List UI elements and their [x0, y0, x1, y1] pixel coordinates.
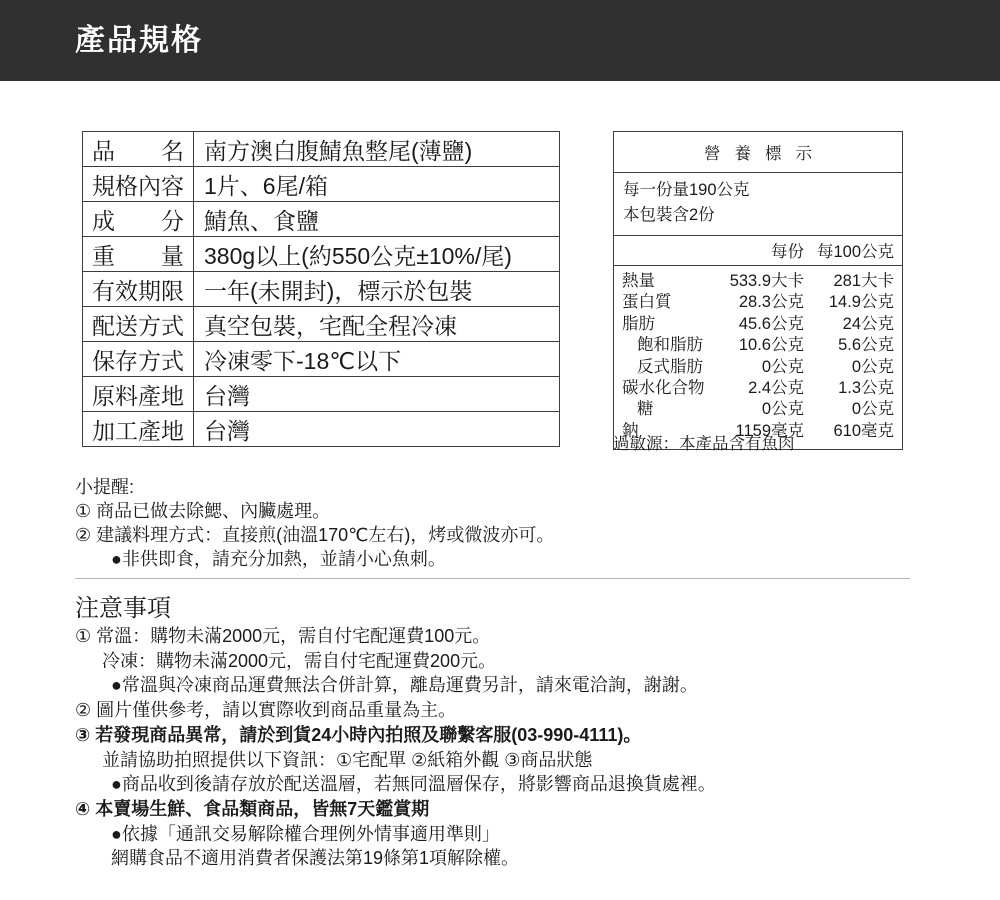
reminder-line-2: ●非供即食，請充分加熱，並請小心魚刺。	[111, 549, 446, 569]
value-per-100g: 0公克	[851, 357, 894, 376]
nutrient-name: 飽和脂肪	[637, 336, 703, 355]
spec-value: 1片、6尾/箱	[194, 167, 560, 202]
col-header-per-serving: 每份	[771, 243, 804, 261]
nutrition-row-6	[622, 399, 894, 420]
nutrient-name: 蛋白質	[622, 293, 672, 312]
nutrient-name: 碳水化合物	[622, 379, 705, 398]
reminder-line-0: ① 商品已做去除鰓、內臟處理。	[75, 501, 331, 521]
nutrition-row-5	[622, 378, 894, 399]
spec-label: 成分	[83, 202, 194, 237]
notice-line-8: ●依據「通訊交易解除權合理例外情事適用準則」	[111, 823, 500, 844]
nutrition-title: 營養標示	[614, 132, 902, 173]
value-per-serving: 10.6公克	[738, 336, 804, 355]
nutrient-name: 反式脂肪	[637, 357, 703, 376]
notice-line-2: ●常溫與冷凍商品運費無法合併計算，離島運費另計，請來電洽詢，謝謝。	[111, 675, 698, 696]
spec-row-2	[83, 202, 560, 237]
nutrition-rows	[614, 266, 902, 449]
notice-line-6: ●商品收到後請存放於配送溫層，若無同溫層保存，將影響商品退換貨處裡。	[111, 774, 716, 795]
spec-row-7	[83, 377, 560, 412]
spec-value: 一年(未開封)，標示於包裝	[194, 272, 560, 307]
spec-label: 原料產地	[83, 377, 194, 412]
value-per-100g: 24公克	[842, 314, 894, 333]
nutrient-name: 糖	[637, 400, 654, 419]
nutrient-name: 熱量	[622, 272, 655, 290]
notice-line-5: 並請協助拍照提供以下資訊：①宅配單 ②紙箱外觀 ③商品狀態	[102, 749, 593, 770]
page-header-bar	[0, 0, 1000, 81]
spec-value: 380g以上(約550公克±10%/尾)	[194, 237, 560, 272]
spec-row-5	[83, 307, 560, 342]
nutrition-row-3	[622, 335, 894, 356]
spec-value: 台灣	[194, 377, 560, 412]
reminder-line-1: ② 建議料理方式：直接煎(油溫170℃左右)，烤或微波亦可。	[75, 525, 555, 545]
col-spacer	[622, 238, 709, 262]
value-per-serving: 45.6公克	[738, 314, 804, 333]
value-per-100g: 281大卡	[833, 272, 894, 290]
notice-line-1: 冷凍：購物未滿2000元，需自付宅配運費200元。	[102, 650, 497, 671]
nutrition-row-4	[622, 357, 894, 378]
nutrient-name: 鈉	[622, 421, 639, 440]
nutrition-table	[613, 131, 903, 450]
value-per-100g: 5.6公克	[838, 336, 894, 355]
value-per-serving: 0公克	[761, 357, 804, 376]
col-header-per-100g: 每100公克	[816, 243, 894, 261]
spec-label: 保存方式	[83, 342, 194, 377]
spec-value: 鯖魚、食鹽	[194, 202, 560, 237]
value-per-serving: 1159毫克	[735, 421, 804, 440]
spec-value: 冷凍零下-18℃以下	[194, 342, 560, 377]
value-per-serving: 28.3公克	[738, 293, 804, 312]
section-divider	[75, 578, 910, 579]
notice-line-4: ③ 若發現商品異常，請於到貨24小時內拍照及聯繫客服(03-990-4111)。	[75, 724, 642, 745]
reminder-lines	[75, 499, 554, 571]
reminder-heading: 小提醒:	[75, 477, 135, 497]
notice-line-9: 網購食品不適用消費者保護法第19條第1項解除權。	[111, 848, 520, 869]
value-per-100g: 610毫克	[833, 421, 894, 440]
notice-line-7: ④ 本賣場生鮮、食品類商品，皆無7天鑑賞期	[75, 798, 430, 819]
value-per-100g: 1.3公克	[838, 379, 894, 398]
notice-heading: 注意事項	[75, 595, 171, 622]
nutrition-column-headers	[614, 236, 902, 266]
value-per-100g: 14.9公克	[828, 293, 894, 312]
notice-line-3: ② 圖片僅供參考，請以實際收到商品重量為主。	[75, 700, 457, 721]
spec-value: 真空包裝，宅配全程冷凍	[194, 307, 560, 342]
nutrient-name: 脂肪	[622, 314, 655, 333]
nutrition-row-2	[622, 314, 894, 335]
value-per-serving: 0公克	[761, 400, 804, 419]
spec-row-8	[83, 412, 560, 447]
value-per-100g: 0公克	[851, 400, 894, 419]
nutrition-row-1	[622, 292, 894, 313]
reminder-section	[75, 475, 554, 571]
spec-label: 配送方式	[83, 307, 194, 342]
spec-row-0	[83, 132, 560, 167]
value-per-serving: 533.9大卡	[729, 272, 804, 290]
nutrition-serving-info	[614, 173, 902, 236]
spec-row-1	[83, 167, 560, 202]
spec-label: 品名	[83, 132, 194, 167]
notice-line-0: ① 常溫：購物未滿2000元，需自付宅配運費100元。	[75, 626, 491, 646]
spec-label: 加工產地	[83, 412, 194, 447]
page-title: 產品規格	[75, 24, 203, 57]
spec-row-3	[83, 237, 560, 272]
allergen-note: 過敏源：本產品含有魚肉	[613, 435, 795, 453]
spec-label: 重量	[83, 237, 194, 272]
spec-row-4	[83, 272, 560, 307]
spec-value: 南方澳白腹鯖魚整尾(薄鹽)	[194, 132, 560, 167]
serving-size: 每一份量190公克	[623, 181, 750, 199]
spec-label: 有效期限	[83, 272, 194, 307]
spec-row-6	[83, 342, 560, 377]
spec-value: 台灣	[194, 412, 560, 447]
notice-section	[75, 624, 716, 871]
product-spec-table	[82, 131, 560, 447]
value-per-serving: 2.4公克	[748, 379, 804, 398]
nutrition-row-0	[622, 271, 894, 292]
spec-label: 規格內容	[83, 167, 194, 202]
servings-per-package: 本包裝含2份	[623, 206, 715, 224]
